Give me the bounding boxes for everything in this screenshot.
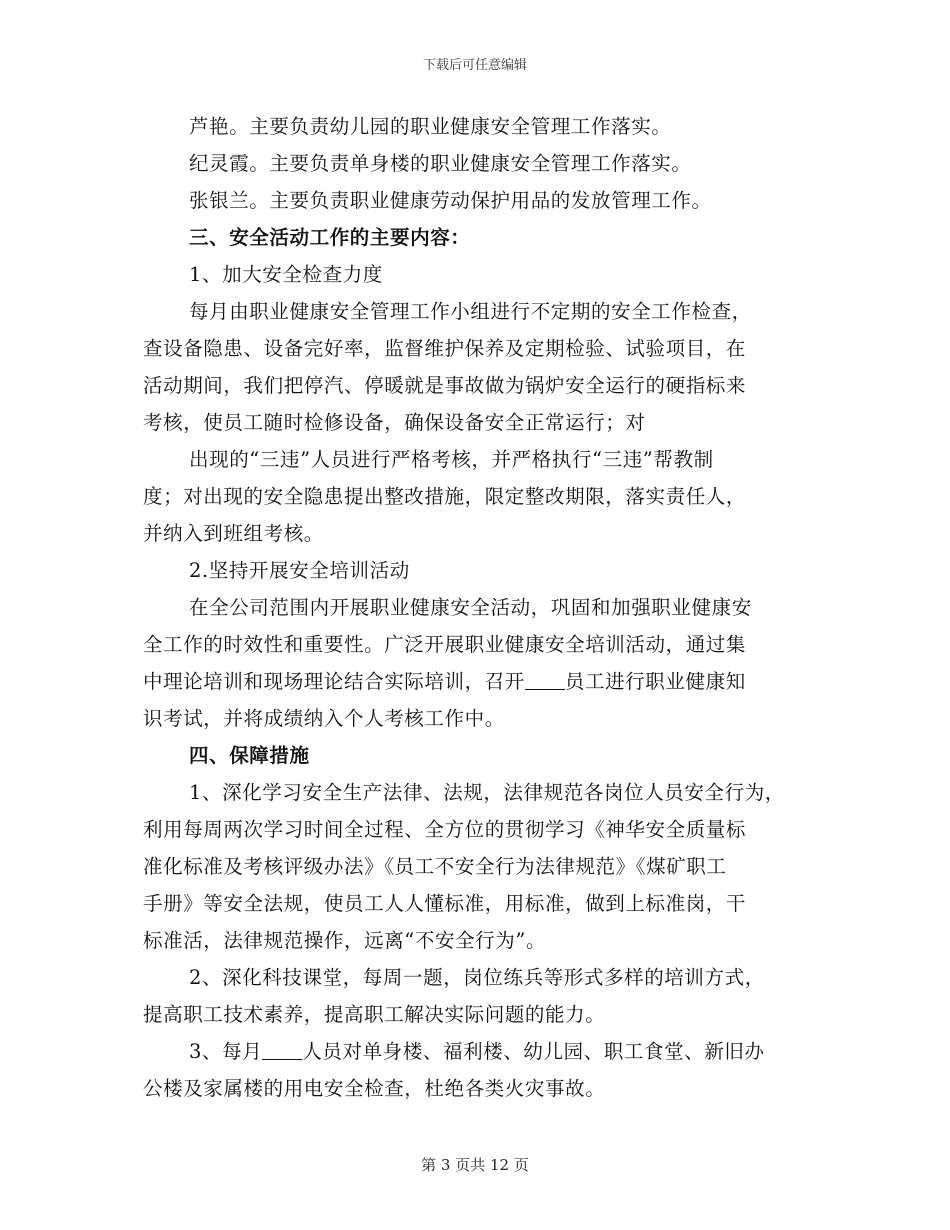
subsection-title: 1、加大安全检查力度 [189,263,383,286]
paragraph-line: 考核，使员工随时检修设备，确保设备安全正常运行；对 [143,411,646,434]
paragraph-line: 出现的“三违”人员进行严格考核，并严格执行“三违”帮教制 [189,448,714,471]
section-heading: 三、安全活动工作的主要内容： [189,226,471,249]
text-segment: 3、每月 [189,1040,263,1063]
paragraph-line [143,1033,823,1070]
text-segment: 员工进行职业健康知 [564,670,746,693]
fill-in-blank [262,1039,302,1060]
subsection-title: 2.坚持开展安全培训活动 [189,559,410,582]
paragraph-line: 每月由职业健康安全管理工作小组进行不定期的安全工作检查， [189,300,752,323]
paragraph-line: 芦艳。主要负责幼儿园的职业健康安全管理工作落实。 [189,115,672,138]
paragraph-line: 度；对出现的安全隐患提出整改措施，限定整改期限，落实责任人， [143,485,747,508]
text-segment: 中理论培训和现场理论结合实际培训，召开 [143,670,525,693]
paragraph-line: 手册》等安全法规，使员工人人懂标准，用标准，做到上标准岗，干 [143,892,747,915]
paragraph-line: 张银兰。主要负责职业健康劳动保护用品的发放管理工作。 [189,189,712,212]
paragraph-line: 提高职工技术素养，提高职工解决实际问题的能力。 [143,1003,606,1026]
document-body [143,108,823,1107]
paragraph-line: 全工作的时效性和重要性。广泛开展职业健康安全培训活动，通过集 [143,633,747,656]
paragraph-line: 活动期间，我们把停汽、停暖就是事故做为锅炉安全运行的硬指标来 [143,374,747,397]
fill-in-blank [525,669,565,690]
paragraph-line: 查设备隐患、设备完好率，监督维护保养及定期检验、试验项目，在 [143,337,747,360]
page-footer: 第 3 页共 12 页 [421,1156,529,1174]
paragraph-line: 纪灵霞。主要负责单身楼的职业健康安全管理工作落实。 [189,152,692,175]
paragraph-line: 利用每周两次学习时间全过程、全方位的贯彻学习《神华安全质量标 [143,818,747,841]
paragraph-line: 1、深化学习安全生产法律、法规，法律规范各岗位人员安全行为， [189,781,785,804]
paragraph-line [143,663,823,700]
paragraph-line: 并纳入到班组考核。 [143,522,324,545]
text-segment: 人员对单身楼、福利楼、幼儿园、职工食堂、新旧办 [302,1040,765,1063]
paragraph-line: 标准活，法律规范操作，远离“不安全行为”。 [143,929,547,952]
paragraph-line: 识考试，并将成绩纳入个人考核工作中。 [143,707,505,730]
section-heading: 四、保障措施 [189,744,310,767]
paragraph-line: 在全公司范围内开展职业健康安全活动，巩固和加强职业健康安 [189,596,752,619]
page-header: 下载后可任意编辑 [422,58,527,73]
paragraph-line: 公楼及家属楼的用电安全检查，杜绝各类火灾事故。 [143,1077,606,1100]
paragraph-line: 2、深化科技课堂，每周一题，岗位练兵等形式多样的培训方式， [189,966,765,989]
paragraph-line: 准化标准及考核评级办法》《员工不安全行为法律规范》《煤矿职工 [143,855,727,878]
